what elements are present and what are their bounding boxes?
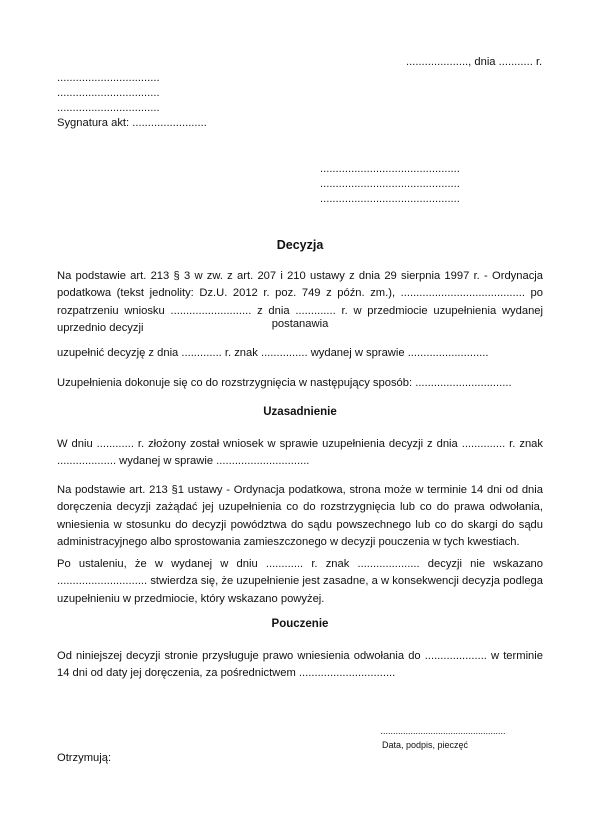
instruction-heading: Pouczenie: [271, 618, 329, 630]
signature-line: ..................................................: [380, 726, 506, 736]
document-title: Decyzja: [276, 238, 324, 252]
justification-heading: Uzasadnienie: [263, 406, 337, 418]
sender-line: .................................: [57, 87, 160, 99]
ruling-line-2: Uzupełnienia dokonuje się co do rozstrzygnięcia w następujący sposób: ...............................: [57, 377, 512, 389]
recipient-line: .............................................: [320, 193, 460, 205]
justification-paragraph: Na podstawie art. 213 §1 ustawy - Ordynacja podatkowa, strona może w terminie 14 dni od dnia doręczenia decyzji zażądać jej uzupełnienia co do rozstrzygnięcia lub co do prawa odwołania, wniesienia w stosunku do decyzji powództwa do sądu powszechnego lub co do skargi do sądu administracyjnego albo sprostowania zamieszczonego w decyzji pouczenia w tych kwestiach.: [57, 484, 543, 548]
place-date-line: ...................., dnia ........... r.: [406, 56, 543, 68]
ruling-line-1: uzupełnić decyzję z dnia ............. r. znak ............... wydanej w sprawie ..........................: [57, 347, 489, 359]
sender-line: .................................: [57, 102, 160, 114]
intro-paragraph: Na podstawie art. 213 § 3 w zw. z art. 207 i 210 ustawy z dnia 29 sierpnia 1997 r. - Ordynacja podatkowa (tekst jednolity: Dz.U. 2012 r. poz. 749 z późn. zm.), ........................................ po rozpatrzeniu wniosku .......................... z dnia ............. r. w przedmiocie uzupełnienia wydanej uprzednio decyzji: [57, 270, 543, 334]
sender-line: .................................: [57, 72, 160, 84]
recipient-line: .............................................: [320, 163, 460, 175]
recipient-line: .............................................: [320, 178, 460, 190]
justification-paragraph: Po ustaleniu, że w wydanej w dniu ............ r. znak .................... decyzji nie wskazano ............................. stwierdza się, że uzupełnienie jest zasadne, a w konsekwencji decyzja podlega uzupełnieniu w przedmiocie, który wskazano powyżej.: [57, 558, 543, 605]
decides-label: postanawia: [271, 318, 329, 330]
recipients-label: Otrzymują:: [57, 752, 112, 764]
signature-label: Data, podpis, pieczęć: [381, 740, 469, 750]
instruction-paragraph: Od niniejszej decyzji stronie przysługuje prawo wniesienia odwołania do .................... w terminie 14 dni od daty jej doręczenia, za pośrednictwem ...............................: [57, 650, 543, 680]
justification-paragraph: W dniu ............ r. złożony został wniosek w sprawie uzupełnienia decyzji z dnia .............. r. znak ................... wydanej w sprawie ..............................: [57, 438, 543, 468]
case-number: Sygnatura akt: ........................: [57, 117, 207, 129]
